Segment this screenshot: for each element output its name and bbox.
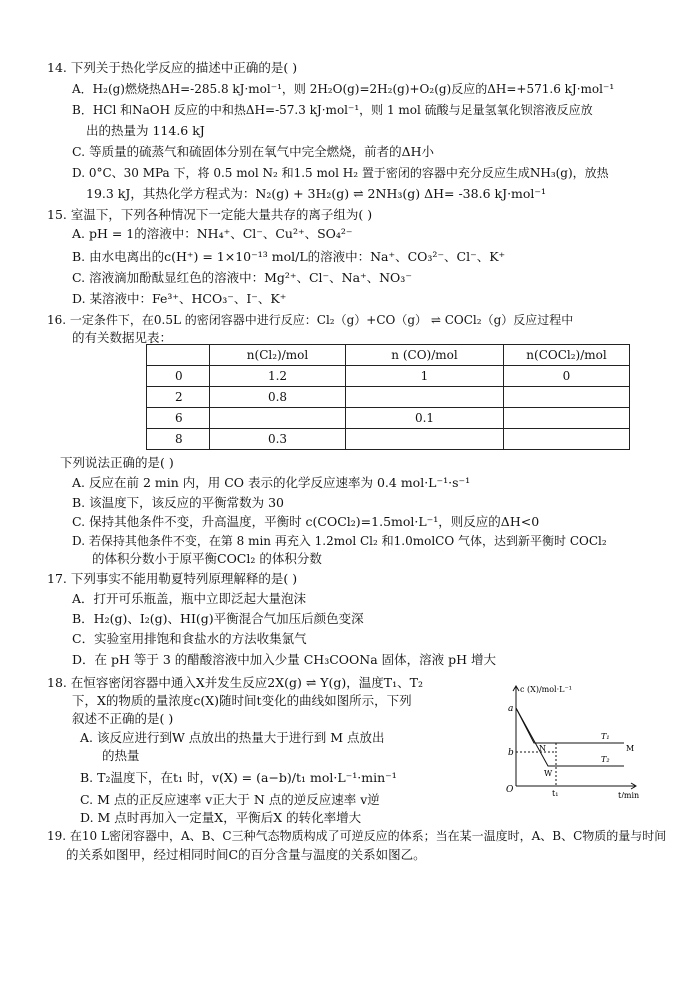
q17-option-b: B．H₂(g)、I₂(g)、HI(g)平衡混合气加压后颜色变深: [72, 611, 364, 626]
graph-label-o: O: [506, 785, 514, 795]
q18-option-b: B. T₂温度下，在t₁ 时，v(X) = (a−b)/t₁ mol·L⁻¹·min⁻¹: [80, 770, 397, 785]
table-header-cell: n(COCl₂)/mol: [504, 345, 630, 366]
table-cell: 8: [147, 429, 210, 450]
q18-option-a: A. 该反应进行到W 点放出的热量大于进行到 M 点放出: [80, 730, 385, 745]
table-row: [147, 366, 630, 387]
q14-option-d: D. 0°C、30 MPa 下，将 0.5 mol N₂ 和1.5 mol H₂ 置于密闭的容器中充分反应生成NH₃(g)，放热: [72, 166, 609, 180]
q18-concentration-graph: [486, 678, 656, 798]
q16-option-d: D. 若保持其他条件不变，在第 8 min 再充入 1.2mol Cl₂ 和1.0molCO 气体，达到新平衡时 COCl₂: [72, 534, 607, 548]
q17-option-c: C．实验室用排饱和食盐水的方法收集氯气: [72, 631, 307, 646]
graph-label-M: M: [626, 744, 635, 753]
graph-label-W: W: [544, 769, 553, 778]
q16-stem-cont: 的有关数据见表：: [72, 330, 173, 345]
table-cell: [210, 408, 346, 429]
table-header-cell: [147, 345, 210, 366]
q15-option-c: C. 溶液滴加酚酞显红色的溶液中：Mg²⁺、Cl⁻、Na⁺、NO₃⁻: [72, 270, 412, 285]
q14-stem: 14. 下列关于热化学反应的描述中正确的是( ): [47, 60, 298, 75]
table-cell: 0: [504, 366, 630, 387]
q18-stem-cont1: 下，X的物质的量浓度c(X)随时间t变化的曲线如图所示，下列: [72, 693, 412, 708]
graph-label-T2: T₂: [601, 755, 610, 764]
table-header-cell: n (CO)/mol: [346, 345, 504, 366]
q19-stem: 19. 在10 L密闭容器中，A、B、C三种气态物质构成了可逆反应的体系；当在某一温度时，A、B、C物质的量与时间: [47, 829, 667, 843]
q16-question: 下列说法正确的是( ): [60, 455, 174, 470]
q16-data-table: [146, 344, 630, 450]
graph-label-t1: t₁: [552, 789, 559, 798]
q17-stem: 17. 下列事实不能用勒夏特列原理解释的是( ): [47, 571, 298, 586]
q18-option-a-cont: 的热量: [102, 748, 140, 763]
q16-option-d-cont: 的体积分数小于原平衡COCl₂ 的体积分数: [92, 551, 322, 566]
q14-option-c: C. 等质量的硫蒸气和硫固体分别在氧气中完全燃烧，前者的ΔH小: [72, 144, 434, 159]
q18-option-d: D. M 点时再加入一定量X，平衡后X 的转化率增大: [80, 810, 362, 825]
q14-option-d-cont: 19.3 kJ，其热化学方程式为：N₂(g) + 3H₂(g) ⇌ 2NH₃(g) ΔH= -38.6 kJ·mol⁻¹: [86, 186, 547, 201]
q14-option-b-cont: 出的热量为 114.6 kJ: [86, 123, 205, 138]
q15-option-a: A. pH = 1的溶液中：NH₄⁺、Cl⁻、Cu²⁺、SO₄²⁻: [72, 226, 353, 241]
graph-label-N: N: [539, 744, 546, 753]
table-row: [147, 387, 630, 408]
graph-label-T1: T₁: [601, 732, 610, 741]
table-cell: [504, 429, 630, 450]
table-row: [147, 408, 630, 429]
table-cell: 2: [147, 387, 210, 408]
table-cell: [504, 387, 630, 408]
q16-option-b: B. 该温度下，该反应的平衡常数为 30: [72, 495, 285, 510]
table-header-row: [147, 345, 630, 366]
q14-option-a: A．H₂(g)燃烧热ΔH=-285.8 kJ·mol⁻¹，则 2H₂O(g)=2H₂(g)+O₂(g)反应的ΔH=+571.6 kJ·mol⁻¹: [72, 82, 615, 96]
table-cell: [346, 387, 504, 408]
q15-option-b: B. 由水电离出的c(H⁺) = 1×10⁻¹³ mol/L的溶液中：Na⁺、CO₃²⁻、Cl⁻、K⁺: [72, 249, 506, 264]
q14-option-b: B．HCl 和NaOH 反应的中和热ΔH=-57.3 kJ·mol⁻¹，则 1 mol 硫酸与足量氢氧化钡溶液反应放: [72, 103, 593, 117]
q16-stem: 16. 一定条件下，在0.5L 的密闭容器中进行反应：Cl₂（g）+CO（g） ⇌ COCl₂（g）反应过程中: [47, 313, 574, 327]
table-header-cell: n(Cl₂)/mol: [210, 345, 346, 366]
q15-stem: 15. 室温下，下列各种情况下一定能大量共存的离子组为( ): [47, 207, 373, 222]
graph-ylabel: c (X)/mol·L⁻¹: [520, 685, 572, 694]
q18-stem: 18. 在恒容密闭容器中通入X并发生反应2X(g) ⇌ Y(g)，温度T₁、T₂: [47, 675, 423, 690]
table-cell: 6: [147, 408, 210, 429]
q16-option-a: A. 反应在前 2 min 内，用 CO 表示的化学反应速率为 0.4 mol·L⁻¹·s⁻¹: [72, 475, 471, 490]
q16-option-c: C. 保持其他条件不变，升高温度，平衡时 c(COCl₂)=1.5mol·L⁻¹，则反应的ΔH<0: [72, 514, 540, 529]
q15-option-d: D. 某溶液中：Fe³⁺、HCO₃⁻、I⁻、K⁺: [72, 291, 287, 306]
table-cell: 1: [346, 366, 504, 387]
q19-stem-cont: 的关系如图甲，经过相同时间C的百分含量与温度的关系如图乙。: [66, 847, 426, 862]
table-cell: 0: [147, 366, 210, 387]
q18-option-c: C. M 点的正反应速率 v正大于 N 点的逆反应速率 v逆: [80, 792, 380, 807]
table-cell: 0.1: [346, 408, 504, 429]
table-cell: 0.3: [210, 429, 346, 450]
table-cell: 0.8: [210, 387, 346, 408]
q18-stem-cont2: 叙述不正确的是( ): [72, 711, 174, 726]
q17-option-a: A．打开可乐瓶盖，瓶中立即泛起大量泡沫: [72, 591, 307, 606]
graph-xlabel: t/min: [618, 791, 640, 798]
q17-option-d: D．在 pH 等于 3 的醋酸溶液中加入少量 CH₃COONa 固体，溶液 pH 增大: [72, 652, 496, 667]
graph-label-b: b: [508, 748, 514, 758]
graph-label-a: a: [508, 704, 514, 714]
table-cell: [504, 408, 630, 429]
table-cell: [346, 429, 504, 450]
table-row: [147, 429, 630, 450]
table-cell: 1.2: [210, 366, 346, 387]
